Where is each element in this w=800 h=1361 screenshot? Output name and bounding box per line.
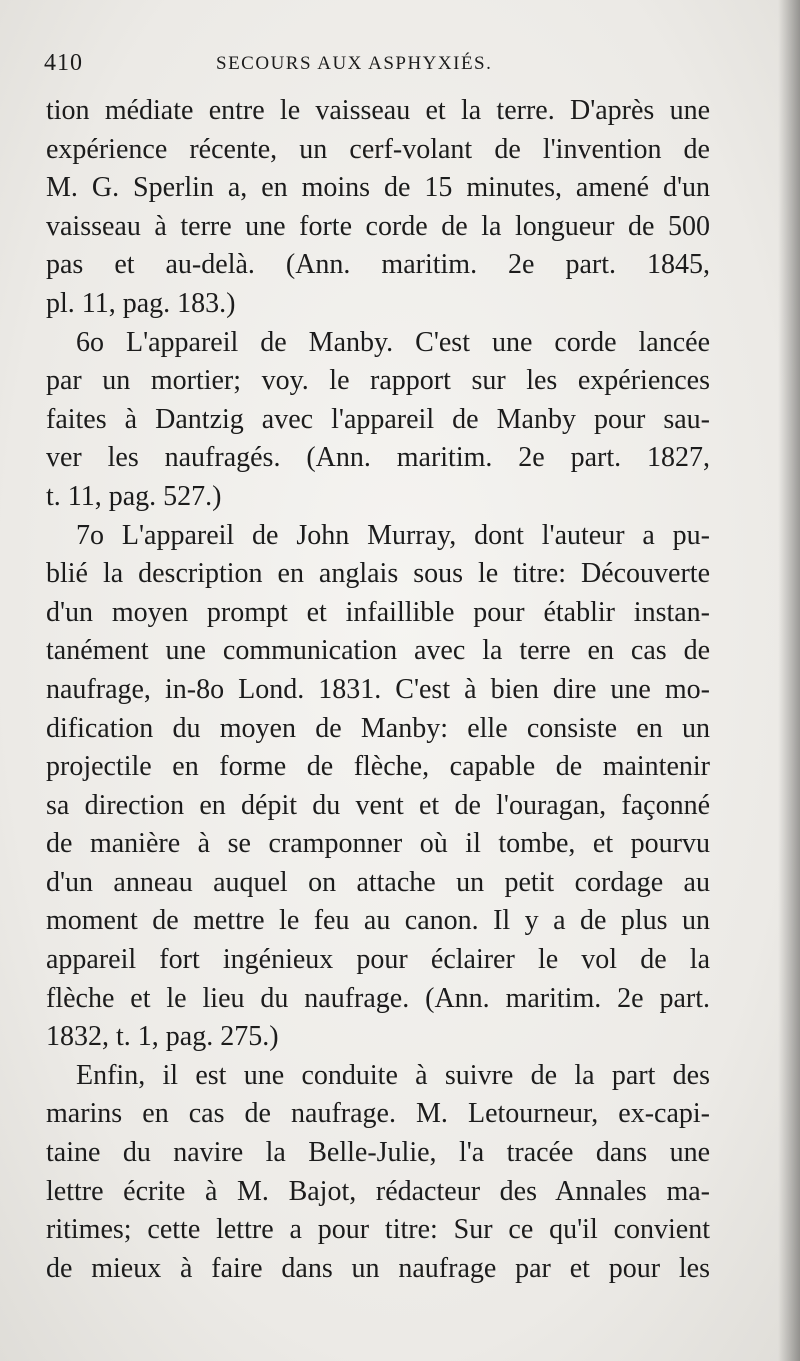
- text-line: sa direction en dépit du vent et de l'ouragan, façonné: [46, 789, 710, 821]
- text-line: t. 11, pag. 527.): [46, 480, 222, 512]
- text-line: ritimes; cette lettre a pour titre: Sur ce qu'il convient: [46, 1214, 710, 1246]
- text-line: projectile en forme de flèche, capable de maintenir: [46, 751, 710, 783]
- text-line: flèche et le lieu du naufrage. (Ann. maritim. 2e part.: [46, 982, 710, 1014]
- text-line: tion médiate entre le vaisseau et la terre. D'après une: [46, 95, 710, 126]
- text-line: tanément une communication avec la terre en cas de: [46, 635, 710, 667]
- text-line: d'un anneau auquel on attache un petit cordage au: [46, 866, 710, 898]
- page-number: 410: [44, 50, 83, 76]
- text-line: faites à Dantzig avec l'appareil de Manby pour sau-: [46, 403, 710, 435]
- text-line: naufrage, in-8o Lond. 1831. C'est à bien dire une mo-: [46, 673, 710, 705]
- text-line: 1832, t. 1, pag. 275.): [46, 1021, 279, 1053]
- text-line: de mieux à faire dans un naufrage par et pour les: [46, 1252, 710, 1284]
- text-line: dification du moyen de Manby: elle consiste en un: [46, 712, 710, 744]
- text-line: taine du navire la Belle-Julie, l'a tracée dans une: [46, 1137, 710, 1169]
- text-line: Enfin, il est une conduite à suivre de la part des: [76, 1059, 710, 1091]
- text-line: pl. 11, pag. 183.): [46, 287, 236, 319]
- text-line: pas et au-delà. (Ann. maritim. 2e part. 1845,: [46, 249, 710, 281]
- text-line: de manière à se cramponner où il tombe, et pourvu: [46, 828, 710, 860]
- page-edge-shadow: [778, 0, 800, 1361]
- text-line: ver les naufragés. (Ann. maritim. 2e part. 1827,: [46, 442, 710, 474]
- running-title: SECOURS AUX ASPHYXIÉS.: [216, 53, 493, 74]
- text-line: blié la description en anglais sous le titre: Découverte: [46, 558, 710, 590]
- text-line: 6o L'appareil de Manby. C'est une corde lancée: [76, 326, 710, 358]
- text-line: lettre écrite à M. Bajot, rédacteur des Annales ma-: [46, 1175, 710, 1207]
- text-line: moment de mettre le feu au canon. Il y a de plus un: [46, 905, 710, 937]
- text-line: par un mortier; voy. le rapport sur les expériences: [46, 365, 710, 397]
- text-line: appareil fort ingénieux pour éclairer le vol de la: [46, 944, 710, 976]
- text-line: d'un moyen prompt et infaillible pour établir instan-: [46, 596, 710, 628]
- page-header: [44, 50, 704, 84]
- text-line: vaisseau à terre une forte corde de la longueur de 500: [46, 210, 710, 242]
- body-text: [46, 92, 710, 1288]
- text-line: M. G. Sperlin a, en moins de 15 minutes, amené d'un: [46, 172, 710, 204]
- text-line: expérience récente, un cerf-volant de l'invention de: [46, 133, 710, 165]
- text-line: 7o L'appareil de John Murray, dont l'auteur a pu-: [76, 519, 710, 551]
- text-line: marins en cas de naufrage. M. Letourneur, ex-capi-: [46, 1098, 710, 1130]
